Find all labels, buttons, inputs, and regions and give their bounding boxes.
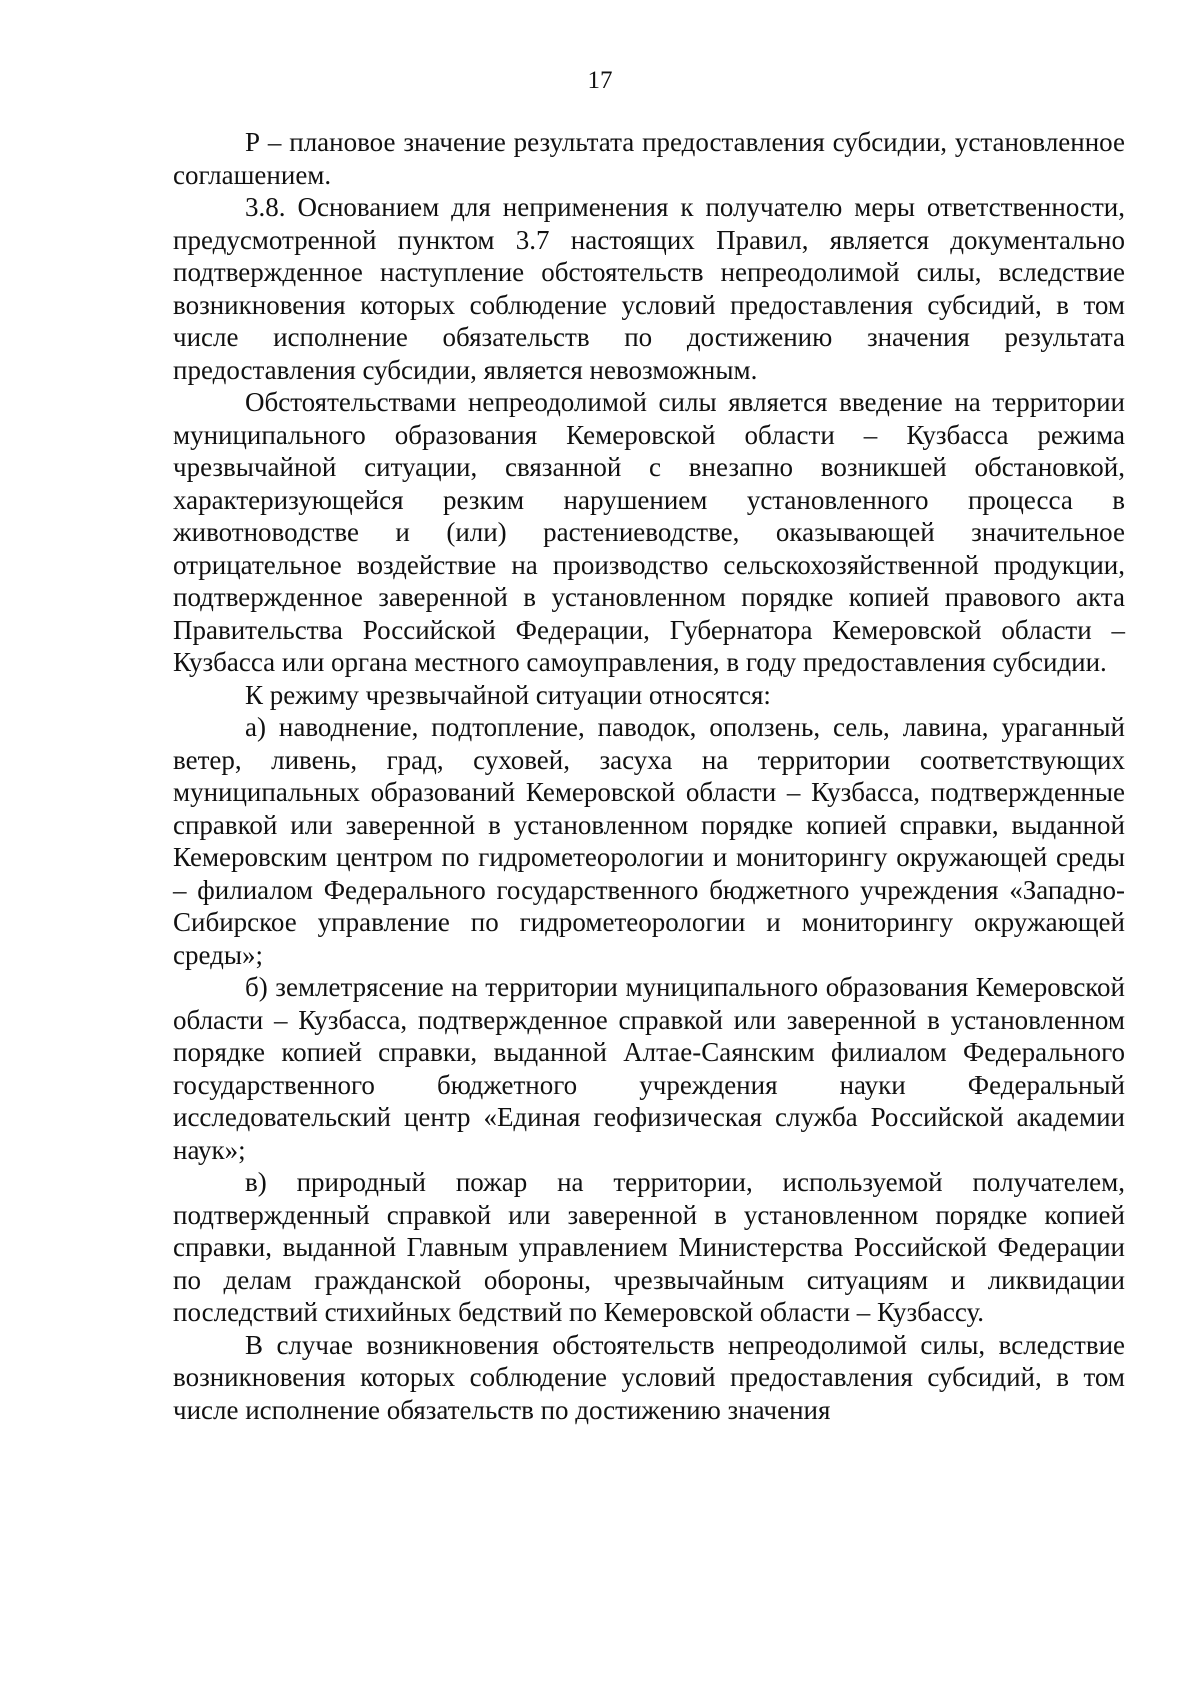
paragraph-force-majeure: Обстоятельствами непреодолимой силы является введение на территории муниципального образования Кемеровской области – Кузбасса режима чрезвычайной ситуации, связанной с внезапно возникшей обстановкой, характеризующейся резким нарушением установленного процесса в животноводстве и (или) растениеводстве, оказывающей значительное отрицательное воздействие на производство сельскохозяйственной продукции, подтвержденное заверенной в установленном порядке копией правового акта Правительства Российской Федерации, Губернатора Кемеровской области – Кузбасса или органа местного самоуправления, в году предоставления субсидии. [173,387,1125,677]
list-item-v: в) природный пожар на территории, используемой получателем, подтвержденный справкой или заверенной в установленном порядке копией справки, выданной Главным управлением Министерства Российской Федерации по делам гражданской обороны, чрезвычайным ситуациям и ликвидации последствий стихийных бедствий по Кемеровской области – Кузбассу. [173,1167,1125,1327]
paragraph-result-definition: Р – плановое значение результата предоставления субсидии, установленное соглашением. [173,127,1125,190]
paragraph-emergency-intro: К режиму чрезвычайной ситуации относятся: [245,679,771,710]
body-text [173,126,1125,1426]
page-number: 17 [587,67,613,94]
list-item-a: а) наводнение, подтопление, паводок, оползень, сель, лавина, ураганный ветер, ливень, град, суховей, засуха на территории соответствующих муниципальных образований Кемеровской области – Кузбасса, подтвержденные справкой или заверенной в установленном порядке копией справки, выданной Кемеровским центром по гидрометеорологии и мониторингу окружающей среды – филиалом Федерального государственного бюджетного учреждения «Западно-Сибирское управление по гидрометеорологии и мониторингу окружающей среды»; [173,712,1125,970]
list-item-b: б) землетрясение на территории муниципального образования Кемеровской области – Кузбасса, подтвержденное справкой или заверенной в установленном порядке копией справки, выданной Алтае-Саянским филиалом Федерального государственного бюджетного учреждения науки Федеральный исследовательский центр «Единая геофизическая служба Российской академии наук»; [173,972,1125,1165]
paragraph-3-8: 3.8. Основанием для неприменения к получателю меры ответственности, предусмотренной пунктом 3.7 настоящих Правил, является документально подтвержденное наступление обстоятельств непреодолимой силы, вследствие возникновения которых соблюдение условий предоставления субсидий, в том числе исполнение обязательств по достижению значения результата предоставления субсидии, является невозможным. [173,192,1125,385]
paragraph-continued: В случае возникновения обстоятельств непреодолимой силы, вследствие возникновения которых соблюдение условий предоставления субсидий, в том числе исполнение обязательств по достижению значения [173,1329,1125,1425]
